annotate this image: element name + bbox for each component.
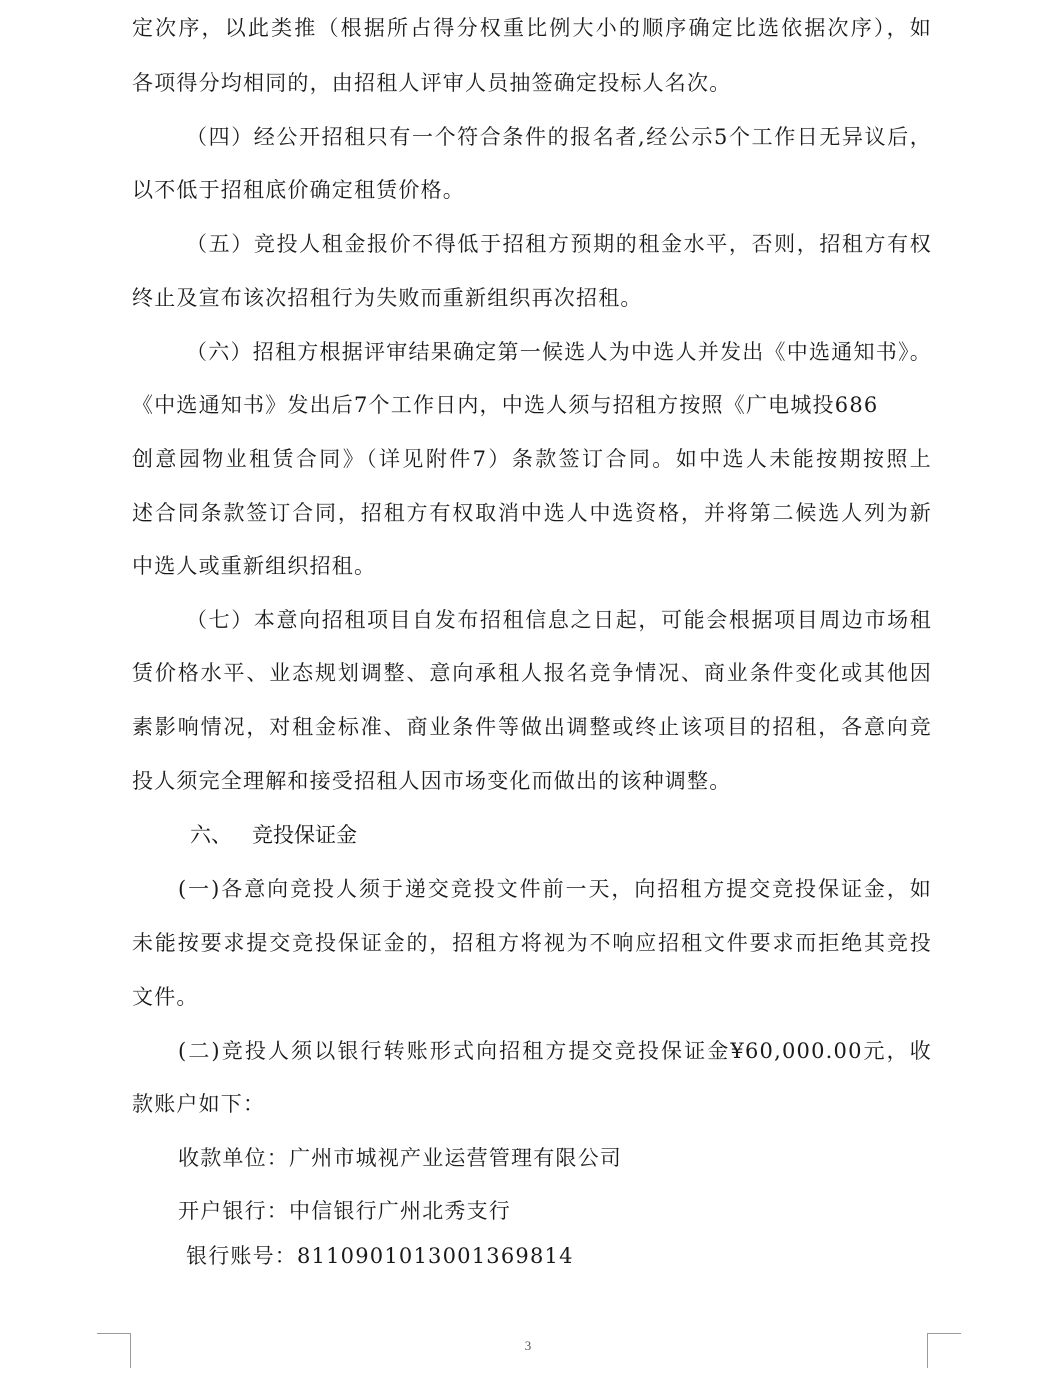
crop-mark-left [97, 1333, 131, 1368]
account-number: 8110901013001369814 [297, 1244, 574, 1268]
paragraph-line: 赁价格水平、业态规划调整、意向承租人报名竞争情况、商业条件变化或其他因 [132, 661, 932, 685]
account-number-label: 银行账号： [186, 1244, 297, 1268]
paragraph-line: （四）经公开招租只有一个符合条件的报名者,经公示5个工作日无异议后， [186, 125, 932, 149]
paragraph-line: 投人须完全理解和接受招租人因市场变化而做出的该种调整。 [132, 769, 732, 793]
paragraph-line: (二)竞投人须以银行转账形式向招租方提交竞投保证金¥60,000.00元，收 [178, 1039, 932, 1063]
account-bank: 中信银行广州北秀支行 [289, 1199, 511, 1223]
paragraph-line: 素影响情况，对租金标准、商业条件等做出调整或终止该项目的招租，各意向竞 [132, 715, 932, 739]
paragraph-line: （七）本意向招租项目自发布招租信息之日起，可能会根据项目周边市场租 [186, 608, 932, 632]
section-number: 六、 [190, 823, 232, 847]
paragraph-line: 《中选通知书》发出后7个工作日内，中选人须与招租方按照《广电城投686 [132, 393, 879, 417]
crop-mark-right [927, 1333, 961, 1368]
account-bank-label: 开户银行： [178, 1199, 289, 1223]
paragraph-line: 创意园物业租赁合同》（详见附件7）条款签订合同。如中选人未能按期按照上 [132, 447, 932, 471]
paragraph-line: 述合同条款签订合同，招租方有权取消中选人中选资格，并将第二候选人列为新 [132, 501, 932, 525]
paragraph-line: (一)各意向竞投人须于递交竞投文件前一天，向招租方提交竞投保证金，如 [178, 877, 932, 901]
paragraph-line: 各项得分均相同的，由招租人评审人员抽签确定投标人名次。 [132, 71, 732, 95]
paragraph-line: 定次序，以此类推（根据所占得分权重比例大小的顺序确定比选依据次序），如 [132, 16, 932, 40]
account-payee: 广州市城视产业运营管理有限公司 [289, 1146, 622, 1170]
paragraph-line: 款账户如下： [132, 1092, 266, 1116]
account-payee-label: 收款单位： [178, 1146, 289, 1170]
paragraph-line: 文件。 [132, 985, 199, 1009]
paragraph-line: 终止及宣布该次招租行为失败而重新组织再次招租。 [132, 286, 643, 310]
account-number-row [186, 1241, 986, 1271]
section-title: 竞投保证金 [252, 823, 357, 847]
account-bank-row [178, 1196, 978, 1226]
section-heading [190, 820, 357, 850]
paragraph-line: 中选人或重新组织招租。 [132, 554, 377, 578]
paragraph-line: 以不低于招租底价确定租赁价格。 [132, 178, 465, 202]
account-payee-row [178, 1143, 978, 1173]
paragraph-line: 未能按要求提交竞投保证金的，招租方将视为不响应招租文件要求而拒绝其竞投 [132, 931, 932, 955]
page-number: 3 [524, 1338, 532, 1353]
paragraph-line: （五）竞投人租金报价不得低于招租方预期的租金水平，否则，招租方有权 [186, 232, 932, 256]
paragraph-line: （六）招租方根据评审结果确定第一候选人为中选人并发出《中选通知书》。 [186, 340, 932, 364]
